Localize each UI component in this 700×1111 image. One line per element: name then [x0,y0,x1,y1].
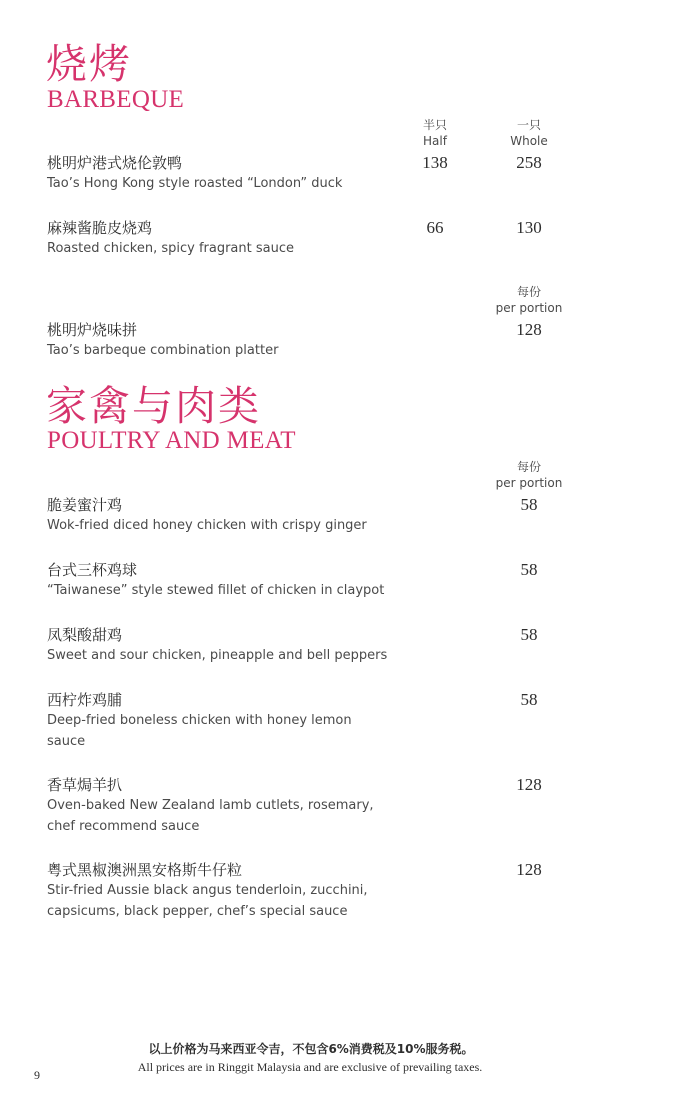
menu-item [47,560,407,601]
column-header-half-en: Half [423,134,447,148]
column-header-per-portion-cn: 每份 [516,460,541,474]
menu-item-name-cn: 桃明炉烧味拼 [47,321,138,339]
menu-item-name-cn: 脆姜蜜汁鸡 [47,496,123,514]
section-title-cn: 烧烤 [46,40,132,88]
menu-item-price-half: 66 [426,218,444,237]
menu-item-price: 58 [520,625,538,644]
menu-item-name-cn: 麻辣酱脆皮烧鸡 [47,219,153,237]
menu-item-price-half: 138 [422,153,448,172]
column-header-per-portion-en: per portion [495,301,563,315]
menu-item-name-cn: 凤梨酸甜鸡 [47,626,123,644]
menu-item [47,153,407,194]
menu-item-name-cn: 西柠炸鸡脯 [47,691,123,709]
section-title-en: POULTRY AND MEAT [47,427,296,454]
menu-item-price-whole: 258 [516,153,542,172]
menu-item-description: Oven-baked New Zealand lamb cutlets, rosemary, chef recommend sauce [47,798,374,834]
menu-item [47,625,407,666]
column-header-per-portion-cn: 每份 [516,285,541,299]
menu-item-price: 58 [520,560,538,579]
menu-item-price: 128 [516,860,542,879]
column-header-per-portion [484,459,574,491]
menu-item [47,690,367,752]
menu-item-name-cn: 香草焗羊扒 [47,776,123,794]
menu-item-price: 58 [520,690,538,709]
menu-item-description: Tao’s barbeque combination platter [47,343,279,358]
column-header-half [390,117,480,149]
menu-item [47,218,387,259]
menu-item [47,775,377,837]
menu-item-description: “Taiwanese” style stewed fillet of chicken in claypot [47,583,385,598]
menu-item-name-cn: 粤式黑椒澳洲黑安格斯牛仔粒 [47,861,243,879]
column-header-whole-cn: 一只 [516,118,541,132]
menu-item [47,860,377,922]
column-header-per-portion-en: per portion [495,476,563,490]
menu-item [47,320,387,361]
section-title-cn: 家禽与肉类 [46,382,261,430]
column-header-whole-en: Whole [510,134,548,148]
menu-item [47,495,407,536]
footer-note-en: All prices are in Ringgit Malaysia and are exclusive of prevailing taxes. [137,1060,483,1074]
menu-item-price: 58 [520,495,538,514]
column-header-half-cn: 半只 [422,118,447,132]
page-number: 9 [34,1068,40,1082]
menu-item-name-cn: 台式三杯鸡球 [47,561,138,579]
menu-item-description: Roasted chicken, spicy fragrant sauce [47,241,294,256]
column-header-per-portion [484,284,574,316]
menu-item-price-whole: 130 [516,218,542,237]
menu-item-description: Sweet and sour chicken, pineapple and bell peppers [47,648,388,663]
menu-item-price: 128 [516,320,542,339]
menu-item-description: Wok-fried diced honey chicken with crispy ginger [47,518,367,533]
menu-item-description: Deep-fried boneless chicken with honey lemon sauce [47,713,352,749]
menu-item-price: 128 [516,775,542,794]
footer-note-cn: 以上价格为马来西亚令吉，不包含6%消费税及10%服务税。 [148,1042,474,1056]
column-header-whole [484,117,574,149]
menu-item-name-cn: 桃明炉港式烧伦敦鸭 [47,154,183,172]
menu-item-description: Tao’s Hong Kong style roasted “London” duck [47,176,343,191]
menu-item-description: Stir-fried Aussie black angus tenderloin, zucchini, capsicums, black pepper, chef’s special sauce [47,883,368,919]
section-title-en: BARBEQUE [47,86,185,113]
